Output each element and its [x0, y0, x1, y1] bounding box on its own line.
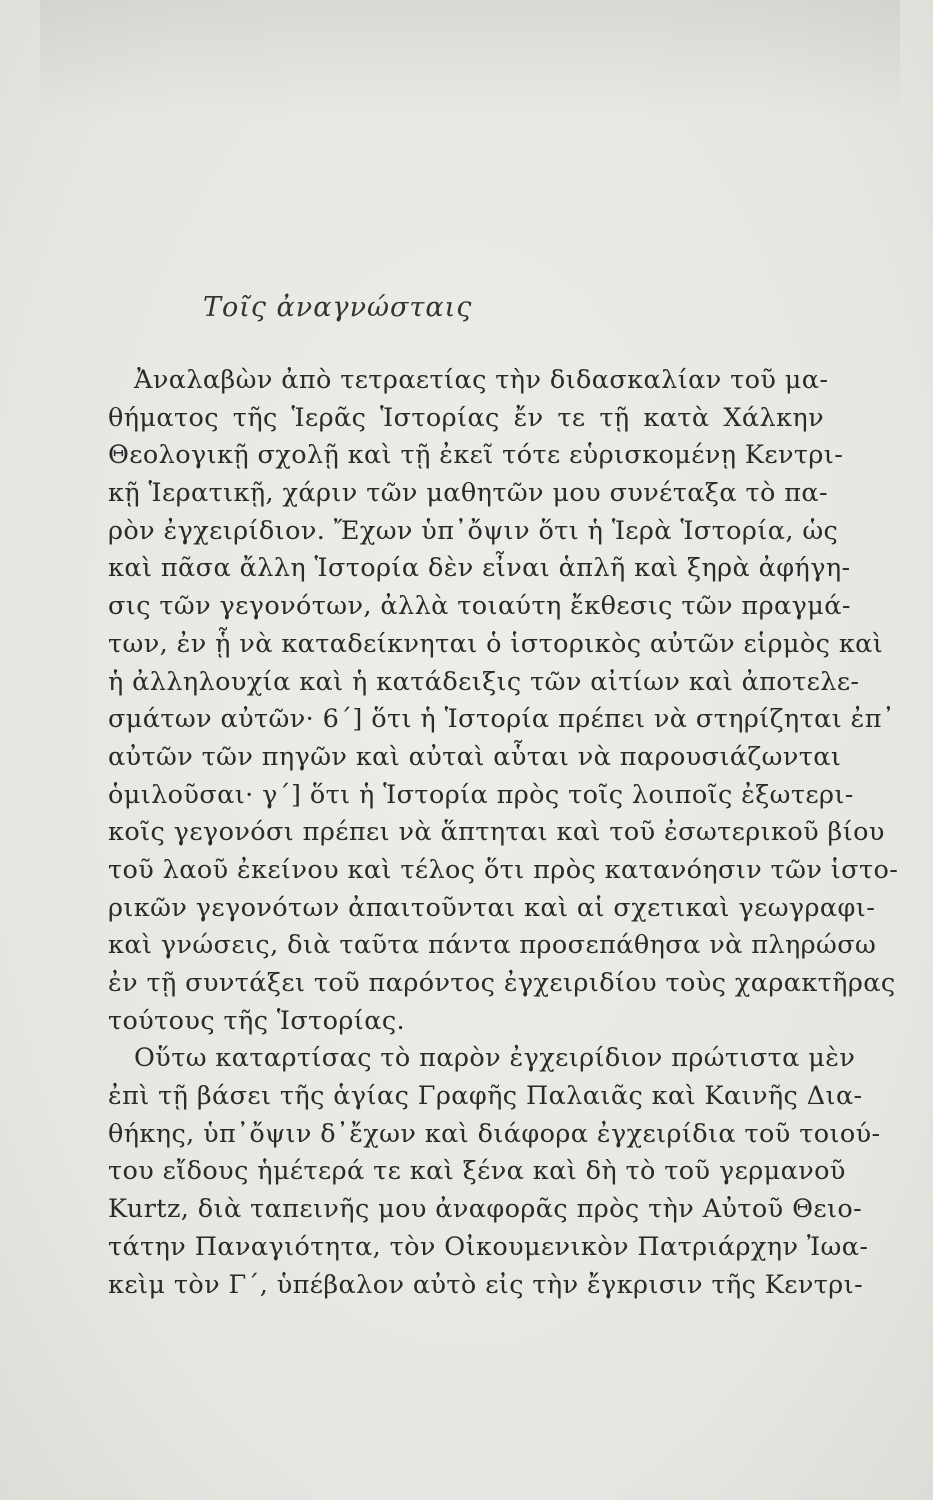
text-line: τάτην Παναγιότητα, τὸν Οἰκουμενικὸν Πατριάρχην Ἰωα- — [108, 1231, 869, 1262]
text-line: τούτους τῆς Ἱστορίας. — [108, 1005, 406, 1036]
text-line: ρικῶν γεγονότων ἀπαιτοῦνται καὶ αἱ σχετικαὶ γεωγραφι- — [108, 892, 876, 923]
text-line: ἐπὶ τῇ βάσει τῆς ἁγίας Γραφῆς Παλαιᾶς καὶ Καινῆς Δια- — [108, 1081, 863, 1112]
text-line: του εἴδους ἡμέτερά τε καὶ ξένα καὶ δὴ τὸ τοῦ γερμανοῦ — [108, 1156, 846, 1187]
text-line: αὐτῶν τῶν πηγῶν καὶ αὐταὶ αὗται νὰ παρουσιάζωνται — [108, 741, 842, 772]
text-line: κεὶμ τὸν Γ΄, ὑπέβαλον αὐτὸ εἰς τὴν ἔγκρισιν τῆς Κεντρι- — [108, 1269, 864, 1300]
text-line: κοῖς γεγονόσι πρέπει νὰ ἅπτηται καὶ τοῦ ἐσωτερικοῦ βίου — [108, 817, 885, 848]
text-line: ἐν τῇ συντάξει τοῦ παρόντος ἐγχειριδίου τοὺς χαρακτῆρας — [108, 968, 896, 998]
text-line: των, ἐν ᾗ νὰ καταδείκνηται ὁ ἱστορικὸς αὐτῶν εἱρμὸς καὶ — [108, 628, 884, 659]
text-line: ρὸν ἐγχειρίδιον. Ἔχων ὑπ᾿ὄψιν ὅτι ἡ Ἱερὰ Ἱστορία, ὡς — [108, 515, 839, 546]
text-line: θήματος τῆς Ἱερᾶς Ἱστορίας ἔν τε τῇ κατὰ Χάλκην — [108, 402, 824, 433]
text-line: ὁμιλοῦσαι· γ΄] ὅτι ἡ Ἱστορία πρὸς τοῖς λοιποῖς ἐξωτερι- — [108, 779, 854, 810]
text-line: τοῦ λαοῦ ἐκείνου καὶ τέλος ὅτι πρὸς κατανόησιν τῶν ἱστο- — [108, 854, 899, 885]
text-line: Kurtz, διὰ ταπεινῆς μου ἀναφορᾶς πρὸς τὴν Αὐτοῦ Θειο- — [108, 1194, 863, 1225]
page-heading: Τοῖς ἀναγνώσταις — [203, 292, 473, 323]
text-line: καὶ πᾶσα ἄλλη Ἱστορία δὲν εἶναι ἁπλῆ καὶ ξηρὰ ἀφήγη- — [108, 553, 851, 584]
text-line: ἡ ἀλληλουχία καὶ ἡ κατάδειξις τῶν αἰτίων καὶ ἀποτελε- — [108, 666, 860, 697]
body-text — [108, 362, 899, 1304]
text-line: κῇ Ἱερατικῇ, χάριν τῶν μαθητῶν μου συνέταξα τὸ πα- — [108, 478, 829, 509]
text-line: σμάτων αὐτῶν· 6΄] ὅτι ἡ Ἱστορία πρέπει νὰ στηρίζηται ἐπ᾿ — [108, 704, 896, 735]
text-line: Οὕτω καταρτίσας τὸ παρὸν ἐγχειρίδιον πρώτιστα μὲν — [134, 1043, 856, 1074]
text-line: θήκης, ὑπ᾿ὄψιν δ᾿ἔχων καὶ διάφορα ἐγχειρίδια τοῦ τοιού- — [108, 1118, 881, 1149]
text-line: καὶ γνώσεις, διὰ ταῦτα πάντα προσεπάθησα νὰ πληρώσω — [108, 930, 877, 961]
text-line: σις τῶν γεγονότων, ἀλλὰ τοιαύτη ἔκθεσις τῶν πραγμά- — [108, 591, 851, 622]
show-through-shadow — [40, 0, 900, 120]
text-line: Ἀναλαβὼν ἀπὸ τετραετίας τὴν διδασκαλίαν τοῦ μα- — [134, 365, 829, 395]
text-line: Θεολογικῇ σχολῇ καὶ τῇ ἐκεῖ τότε εὑρισκομένῃ Κεντρι- — [108, 440, 844, 471]
